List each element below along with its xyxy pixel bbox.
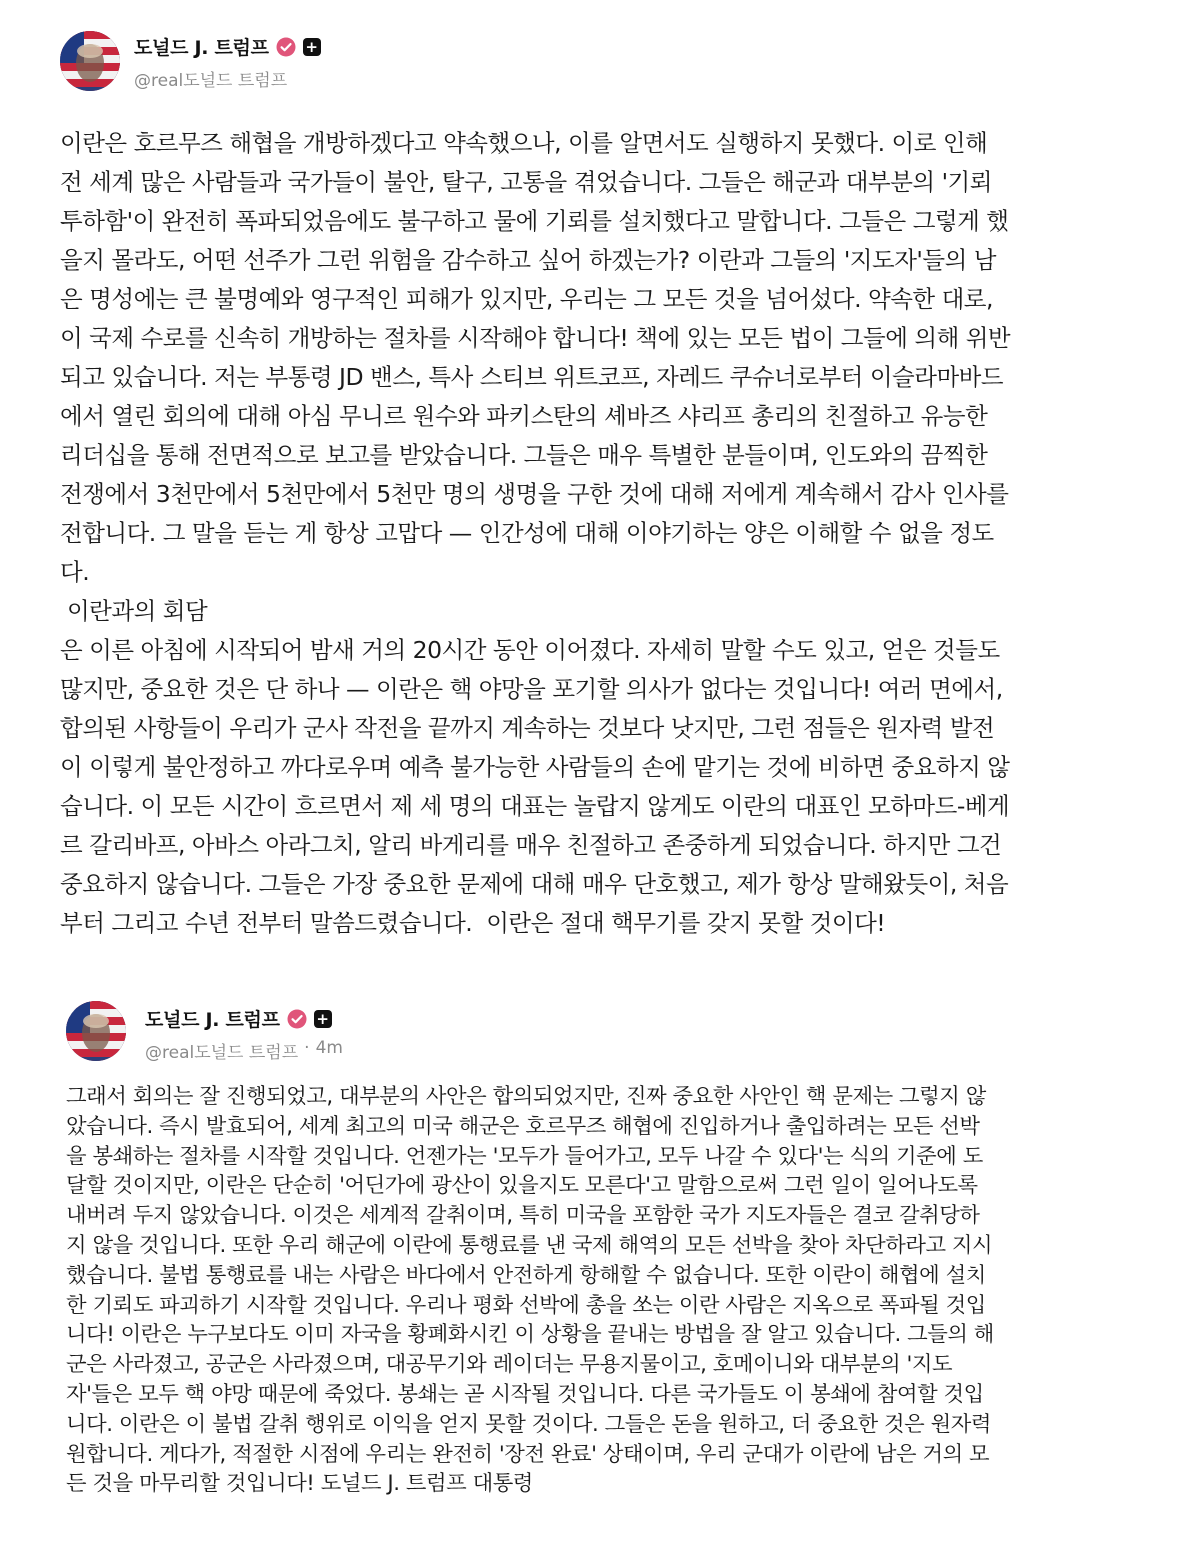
post-text-line: 이란과의 회담 [60, 597, 208, 625]
post-text [60, 124, 1122, 943]
post-text-line: 그래서 회의는 잘 진행되었고, 대부분의 사안은 합의되었지만, 진짜 중요한 사안인 핵 문제는 그렇지 않 [66, 1084, 986, 1109]
post-text-line: 리더십을 통해 전면적으로 보고를 받았습니다. 그들은 매우 특별한 분들이며, 인도와의 끔찍한 [60, 441, 988, 469]
avatar-image [60, 31, 120, 91]
post-text-line: 되고 있습니다. 저는 부통령 JD 밴스, 특사 스티브 위트코프, 자레드 쿠슈너로부터 이슬라마바드 [60, 363, 1004, 391]
post-text-line: 이 국제 수로를 신속히 개방하는 절차를 시작해야 합니다! 책에 있는 모든 법이 그들에 의해 위반 [60, 324, 1011, 352]
post-text-line: 전합니다. 그 말을 듣는 게 항상 고맙다 — 인간성에 대해 이야기하는 양은 이해할 수 없을 정도 [60, 519, 994, 547]
plus-icon[interactable]: + [303, 38, 321, 56]
post-text-line: 에서 열린 회의에 대해 아심 무니르 원수와 파키스탄의 셰바즈 샤리프 총리의 친절하고 유능한 [60, 402, 988, 430]
verified-badge-icon [287, 1009, 307, 1029]
avatar[interactable] [60, 31, 120, 91]
avatar[interactable] [66, 1001, 126, 1061]
post-text-line: 자'들은 모두 핵 야망 때문에 죽었다. 봉쇄는 곧 시작될 것입니다. 다른 국가들도 이 봉쇄에 참여할 것입 [66, 1381, 984, 1407]
post-text-line: 니다! 이란은 누구보다도 이미 자국을 황폐화시킨 이 상황을 끝내는 방법을 잘 알고 있습니다. 그들의 해 [66, 1322, 994, 1348]
post-body [60, 124, 1122, 943]
post-text-line: 한 기뢰도 파괴하기 시작할 것입니다. 우리나 평화 선박에 총을 쏘는 이란 사람은 지옥으로 폭파될 것입 [66, 1292, 986, 1318]
post-text-line: 부터 그리고 수년 전부터 말씀드렸습니다. 이란은 절대 핵무기를 갖지 못할 것이다! [60, 909, 886, 937]
plus-icon[interactable]: + [314, 1010, 332, 1028]
handle-separator: · [304, 1038, 310, 1058]
post-text-line: 군은 사라졌고, 공군은 사라졌으며, 대공무기와 레이더는 무용지물이고, 호메이니와 대부분의 '지도 [66, 1352, 953, 1378]
post-text-line: 달할 것이지만, 이란은 단순히 '어딘가에 광산이 있을지도 모른다'고 말함으로써 그런 일이 일어나도록 [66, 1173, 978, 1199]
post-text-line: 많지만, 중요한 것은 단 하나 — 이란은 핵 야망을 포기할 의사가 없다는 것입니다! 여러 면에서, [60, 675, 1003, 703]
post-text-line: 았습니다. 즉시 발효되어, 세계 최고의 미국 해군은 호르무즈 해협에 진입하거나 출입하려는 모든 선박 [66, 1113, 980, 1139]
post-text-line: 습니다. 이 모든 시간이 흐르면서 제 세 명의 대표는 놀랍지 않게도 이란의 대표인 모하마드-베게 [60, 792, 1010, 820]
post-text-line: 을 봉쇄하는 절차를 시작할 것입니다. 언젠가는 '모두가 들어가고, 모두 나갈 수 있다'는 식의 기준에 도 [66, 1143, 983, 1169]
post-text [66, 1082, 1126, 1499]
post-body [66, 1082, 1126, 1499]
post-text-line: 든 것을 마무리할 것입니다! 도널드 J. 트럼프 대통령 [66, 1471, 533, 1497]
author-name[interactable]: 도널드 J. 트럼프 [134, 37, 269, 59]
author-handle[interactable]: @real도널드 트럼프 [134, 71, 288, 91]
post-timestamp[interactable]: 4m [315, 1038, 343, 1058]
post-text-line: 지 않을 것입니다. 또한 우리 해군에 이란에 통행료를 낸 국제 해역의 모든 선박을 찾아 차단하라고 지시 [66, 1232, 993, 1258]
post-text-line: 했습니다. 불법 통행료를 내는 사람은 바다에서 안전하게 항해할 수 없습니다. 또한 이란이 해협에 설치 [66, 1262, 986, 1288]
post-text-line: 합의된 사항들이 우리가 군사 작전을 끝까지 계속하는 것보다 낫지만, 그런 점들은 원자력 발전 [60, 714, 995, 742]
post-text-line: 을지 몰라도, 어떤 선주가 그런 위험을 감수하고 싶어 하겠는가? 이란과 그들의 '지도자'들의 남 [60, 246, 996, 274]
post-text-line: 니다. 이란은 이 불법 갈취 행위로 이익을 얻지 못할 것이다. 그들은 돈을 원하고, 더 중요한 것은 원자력 [66, 1411, 991, 1437]
post-text-line: 전 세계 많은 사람들과 국가들이 불안, 탈구, 고통을 겪었습니다. 그들은 해군과 대부분의 '기뢰 [60, 168, 992, 196]
post-text-line: 은 명성에는 큰 불명예와 영구적인 피해가 있지만, 우리는 그 모든 것을 넘어섰다. 약속한 대로, [60, 285, 993, 313]
avatar-image [66, 1001, 126, 1061]
post-text-line: 은 이른 아침에 시작되어 밤새 거의 20시간 동안 이어졌다. 자세히 말할 수도 있고, 얻은 것들도 [60, 636, 1000, 664]
verified-badge-icon [276, 37, 296, 57]
post-text-line: 내버려 두지 않았습니다. 이것은 세계적 갈취이며, 특히 미국을 포함한 국가 지도자들은 결코 갈취당하 [66, 1203, 980, 1229]
post-text-line: 투하함'이 완전히 폭파되었음에도 불구하고 물에 기뢰를 설치했다고 말합니다. 그들은 그렇게 했 [60, 207, 1009, 235]
author-handle[interactable]: @real도널드 트럼프 [145, 1043, 299, 1063]
post-text-line: 이란은 호르무즈 해협을 개방하겠다고 약속했으나, 이를 알면서도 실행하지 못했다. 이로 인해 [60, 129, 988, 157]
post-text-line: 전쟁에서 3천만에서 5천만에서 5천만 명의 생명을 구한 것에 대해 저에게 계속해서 감사 인사를 [60, 480, 1009, 508]
author-name[interactable]: 도널드 J. 트럼프 [145, 1009, 280, 1031]
post-text-line: 다. [60, 558, 90, 586]
post-text-line: 르 갈리바프, 아바스 아라그치, 알리 바게리를 매우 친절하고 존중하게 되었습니다. 하지만 그건 [60, 831, 1002, 859]
post-text-line: 이 이렇게 불안정하고 까다로우며 예측 불가능한 사람들의 손에 맡기는 것에 비하면 중요하지 않 [60, 753, 1010, 781]
post-text-line: 중요하지 않습니다. 그들은 가장 중요한 문제에 대해 매우 단호했고, 제가 항상 말해왔듯이, 처음 [60, 870, 1009, 898]
post-text-line: 원합니다. 게다가, 적절한 시점에 우리는 완전히 '장전 완료' 상태이며, 우리 군대가 이란에 남은 거의 모 [66, 1441, 990, 1467]
